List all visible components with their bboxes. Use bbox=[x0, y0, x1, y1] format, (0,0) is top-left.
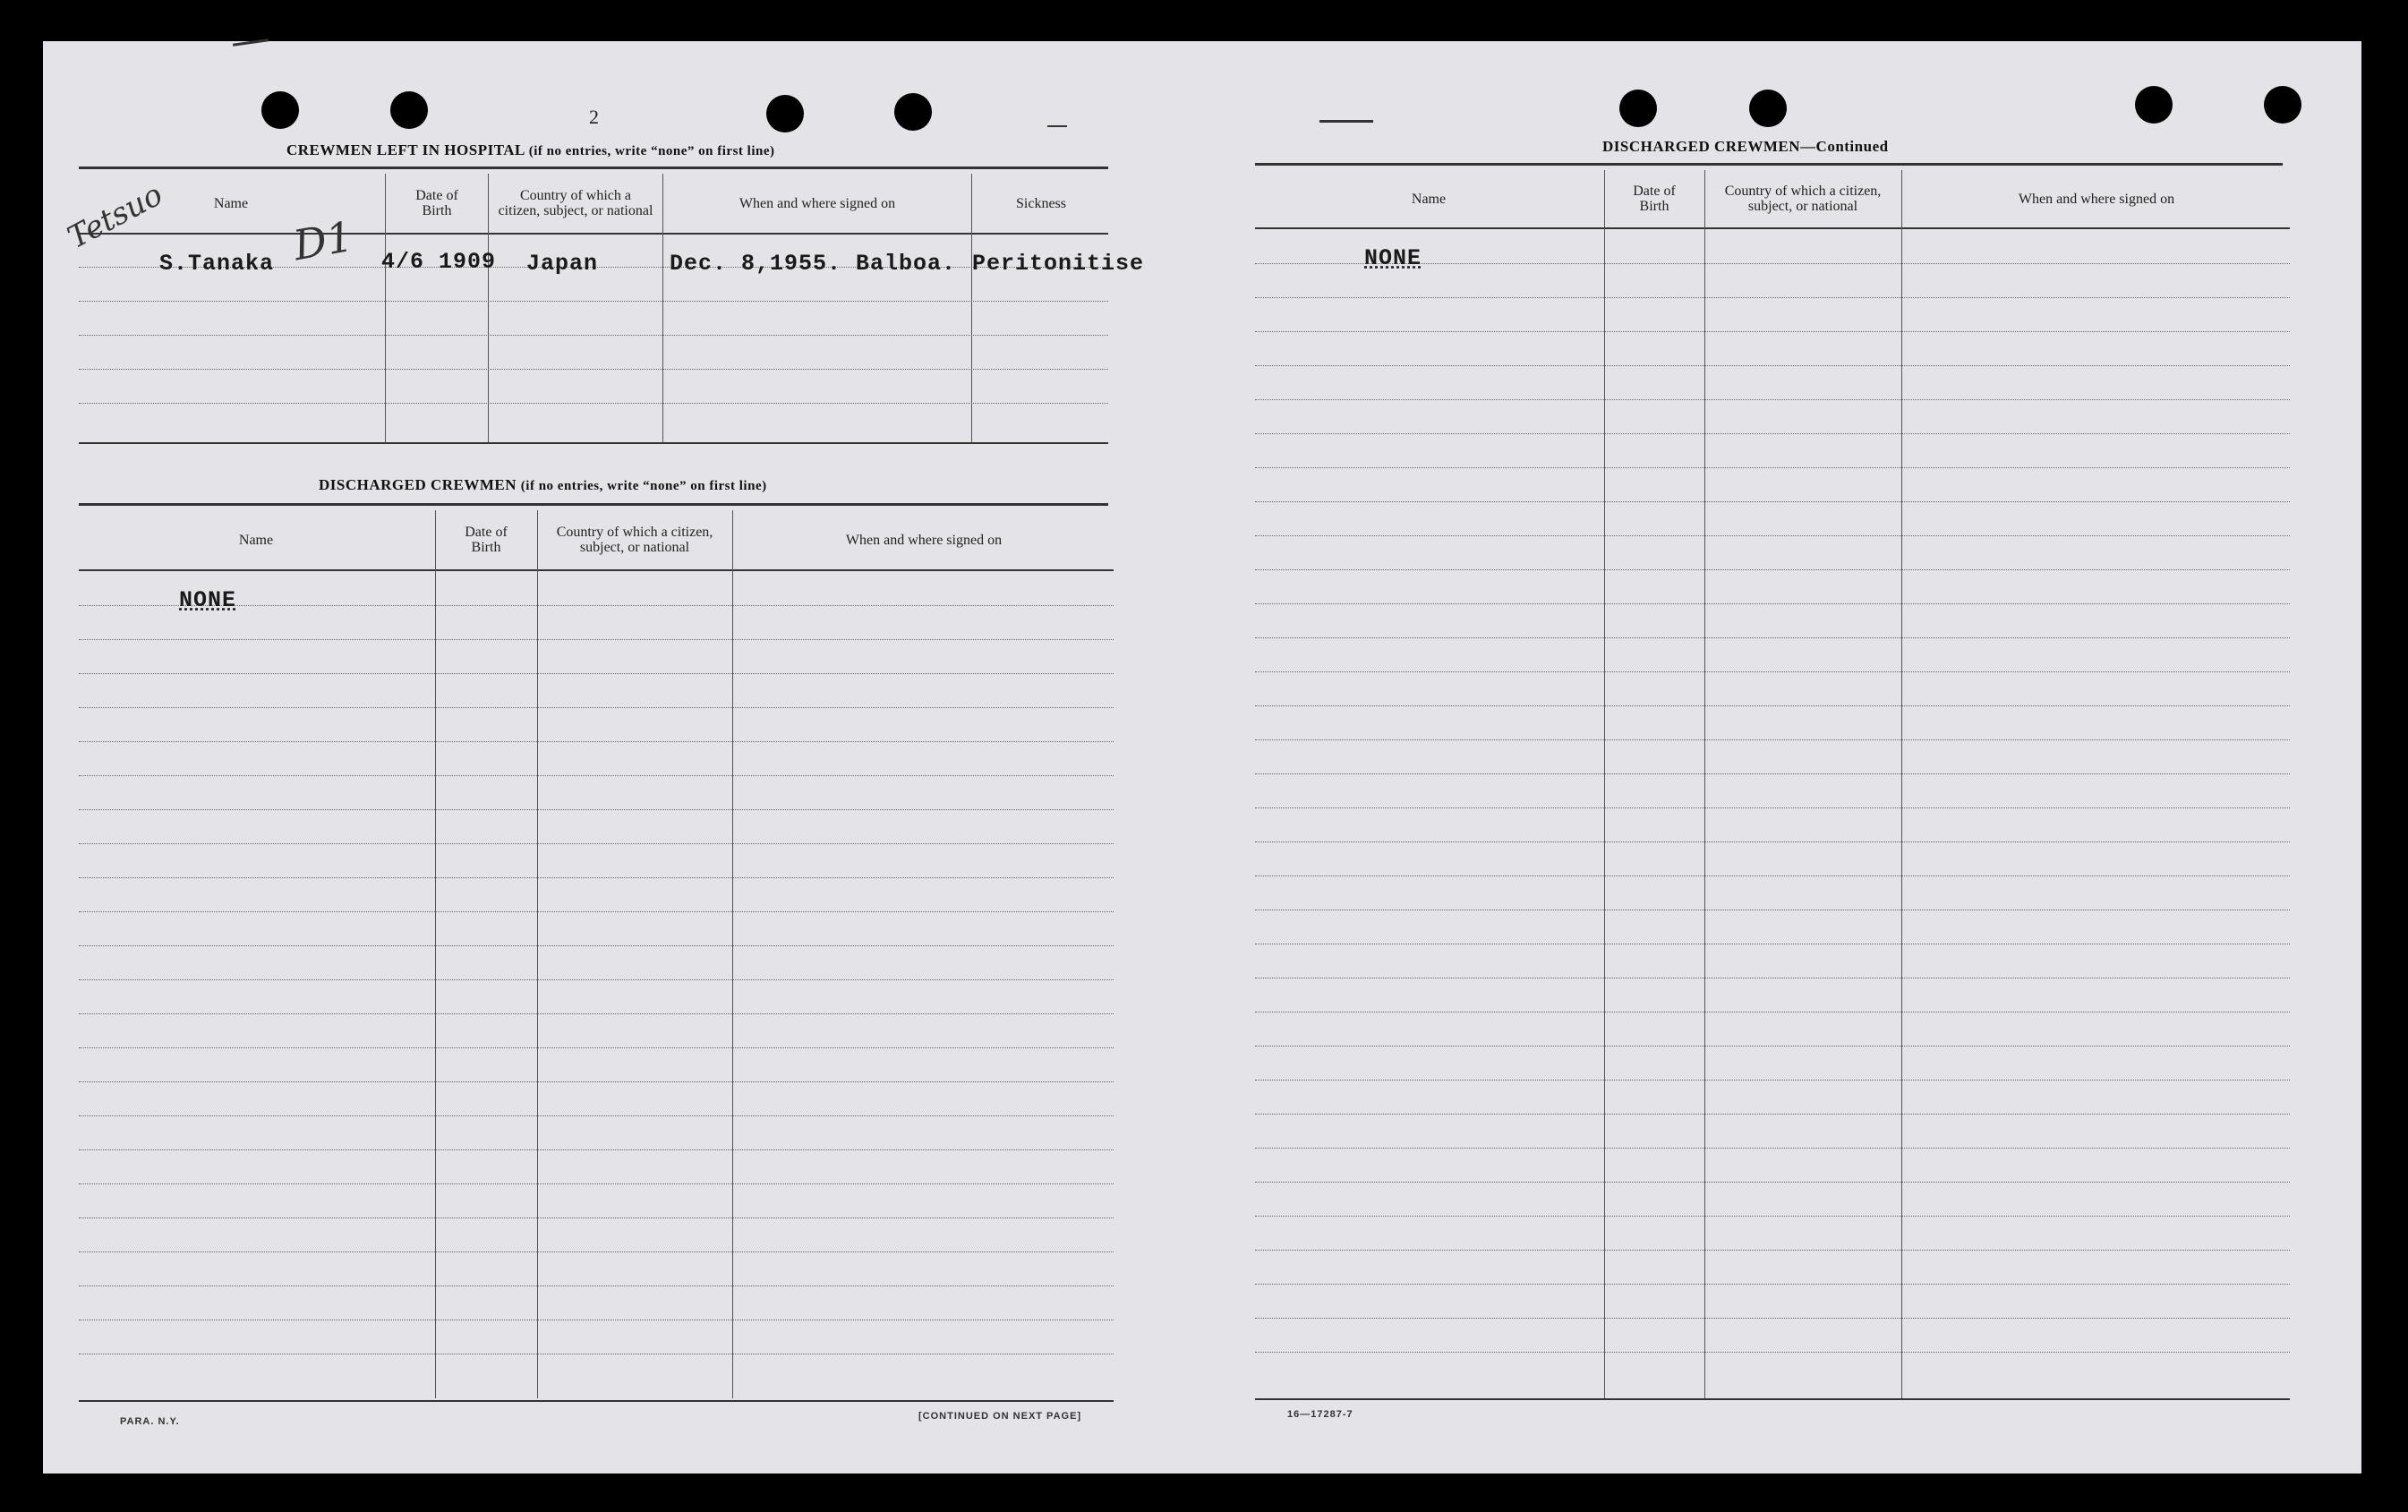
page-number: 2 bbox=[589, 106, 599, 128]
binder-hole bbox=[1749, 90, 1787, 127]
hospital-table-bottom-rule bbox=[79, 442, 1108, 444]
entry-line bbox=[1255, 433, 2290, 434]
entry-line bbox=[79, 741, 1114, 742]
column-header-name: Name bbox=[1411, 191, 1447, 207]
entry-line bbox=[79, 1251, 1114, 1252]
entry-line bbox=[1255, 1182, 2290, 1183]
column-divider bbox=[971, 174, 972, 442]
discharged-table-right-header bbox=[1255, 170, 2290, 229]
column-divider bbox=[537, 510, 538, 1398]
entry-line bbox=[1255, 1080, 2290, 1081]
binder-hole bbox=[766, 95, 804, 132]
discharged-left-none-entry: NONE bbox=[179, 587, 237, 613]
entry-line bbox=[79, 335, 1108, 336]
hospital-section-title bbox=[286, 141, 775, 159]
binder-hole bbox=[1619, 90, 1657, 127]
entry-line bbox=[1255, 297, 2290, 298]
entry-line bbox=[1255, 1250, 2290, 1251]
column-header-signed-on: When and where signed on bbox=[2018, 191, 2175, 207]
entry-line bbox=[1255, 841, 2290, 842]
entry-line bbox=[79, 1183, 1114, 1184]
hospital-entry-sickness: Peritonitise bbox=[972, 251, 1145, 277]
entry-line bbox=[1255, 501, 2290, 502]
column-header-signed-on: When and where signed on bbox=[845, 532, 1003, 548]
entry-line bbox=[79, 301, 1108, 302]
column-divider bbox=[1901, 170, 1902, 1398]
footer-continued-note: [CONTINUED ON NEXT PAGE] bbox=[918, 1411, 1082, 1422]
entry-line bbox=[1255, 467, 2290, 468]
column-divider bbox=[435, 510, 436, 1398]
entry-line bbox=[79, 911, 1114, 912]
entry-line bbox=[79, 979, 1114, 980]
entry-line bbox=[1255, 399, 2290, 400]
handwritten-annotation: Tetsuo bbox=[62, 176, 169, 256]
column-divider bbox=[385, 174, 386, 442]
stray-mark bbox=[1047, 125, 1067, 127]
column-header-name: Name bbox=[213, 195, 249, 211]
entry-line bbox=[1255, 1352, 2290, 1353]
column-header-date-of-birth: Date of Birth bbox=[1633, 184, 1676, 214]
hospital-entry-name: S.Tanaka bbox=[159, 251, 275, 277]
entry-line bbox=[79, 843, 1114, 844]
binder-hole bbox=[261, 91, 299, 129]
entry-line bbox=[79, 403, 1108, 404]
discharged-table-right bbox=[1255, 170, 2290, 1450]
discharged-continued-rule bbox=[1255, 163, 2283, 166]
column-header-name: Name bbox=[238, 532, 274, 548]
entry-line bbox=[79, 707, 1114, 708]
entry-line bbox=[1255, 569, 2290, 570]
column-divider bbox=[1604, 170, 1605, 1398]
column-header-signed-on: When and where signed on bbox=[739, 195, 896, 211]
hospital-entry-signed-on: Dec. 8,1955. Balboa. bbox=[670, 251, 957, 277]
entry-line bbox=[79, 945, 1114, 946]
entry-line bbox=[79, 809, 1114, 810]
hospital-entry-date-of-birth: 4/6 1909 bbox=[381, 249, 497, 275]
entry-line bbox=[1255, 603, 2290, 604]
entry-line bbox=[1255, 535, 2290, 536]
hospital-section-rule bbox=[79, 167, 1108, 169]
column-header-country: Country of which a citizen, subject, or national bbox=[498, 188, 653, 218]
column-header-country: Country of which a citizen, subject, or national bbox=[1724, 184, 1882, 214]
entry-line bbox=[1255, 773, 2290, 774]
binder-hole bbox=[2135, 86, 2173, 124]
entry-line bbox=[79, 1047, 1114, 1048]
stray-mark bbox=[1319, 120, 1373, 123]
entry-line bbox=[79, 1149, 1114, 1150]
discharged-section-rule bbox=[79, 503, 1108, 506]
binder-hole bbox=[2264, 86, 2301, 124]
discharged-table-left bbox=[79, 510, 1114, 1450]
entry-line bbox=[1255, 1216, 2290, 1217]
entry-line bbox=[1255, 1114, 2290, 1115]
entry-line bbox=[1255, 365, 2290, 366]
entry-line bbox=[79, 1081, 1114, 1082]
hospital-entry-country: Japan bbox=[526, 251, 599, 277]
footer-printer-mark: PARA. N.Y. bbox=[120, 1416, 180, 1427]
manifest-sheet bbox=[43, 41, 2361, 1474]
column-header-date-of-birth: Date of Birth bbox=[415, 188, 458, 218]
column-header-sickness: Sickness bbox=[1016, 195, 1066, 211]
entry-line bbox=[1255, 705, 2290, 706]
handwritten-mark: D1 bbox=[289, 211, 357, 270]
discharged-section-note: (if no entries, write “none” on first line) bbox=[520, 479, 767, 493]
column-divider bbox=[662, 174, 663, 442]
column-header-country: Country of which a citizen, subject, or national bbox=[556, 525, 713, 555]
entry-line bbox=[1255, 671, 2290, 672]
column-divider bbox=[1704, 170, 1705, 1398]
hospital-section-note: (if no entries, write “none” on first line) bbox=[528, 144, 775, 158]
entry-line bbox=[79, 639, 1114, 640]
discharged-continued-title: DISCHARGED CREWMEN—Continued bbox=[1602, 138, 1889, 155]
entry-line bbox=[79, 775, 1114, 776]
entry-line bbox=[1255, 739, 2290, 740]
entry-line bbox=[79, 877, 1114, 878]
discharged-table-right-bottom-rule bbox=[1255, 1398, 2290, 1400]
binder-hole bbox=[390, 91, 428, 129]
entry-line bbox=[1255, 807, 2290, 808]
discharged-table-left-header bbox=[79, 510, 1114, 571]
entry-line bbox=[1255, 1318, 2290, 1319]
hospital-section-title-text: CREWMEN LEFT IN HOSPITAL bbox=[286, 141, 525, 158]
binder-hole bbox=[894, 93, 932, 131]
discharged-right-none-entry: NONE bbox=[1364, 245, 1422, 271]
entry-line bbox=[1255, 637, 2290, 638]
entry-line bbox=[1255, 331, 2290, 332]
entry-line bbox=[1255, 1284, 2290, 1285]
entry-line bbox=[1255, 1148, 2290, 1149]
footer-form-number: 16—17287-7 bbox=[1287, 1409, 1353, 1420]
hospital-table bbox=[79, 174, 1108, 449]
entry-line bbox=[79, 1013, 1114, 1014]
column-divider bbox=[488, 174, 489, 442]
entry-line bbox=[79, 369, 1108, 370]
entry-line bbox=[79, 1217, 1114, 1218]
entry-line bbox=[79, 1115, 1114, 1116]
entry-line bbox=[79, 673, 1114, 674]
stray-mark bbox=[233, 38, 269, 47]
discharged-section-title bbox=[319, 476, 767, 494]
hospital-table-header bbox=[79, 174, 1108, 235]
discharged-section-title-text: DISCHARGED CREWMEN bbox=[319, 476, 517, 493]
column-divider bbox=[732, 510, 733, 1398]
column-header-date-of-birth: Date of Birth bbox=[465, 525, 508, 555]
discharged-table-left-bottom-rule bbox=[79, 1400, 1114, 1402]
